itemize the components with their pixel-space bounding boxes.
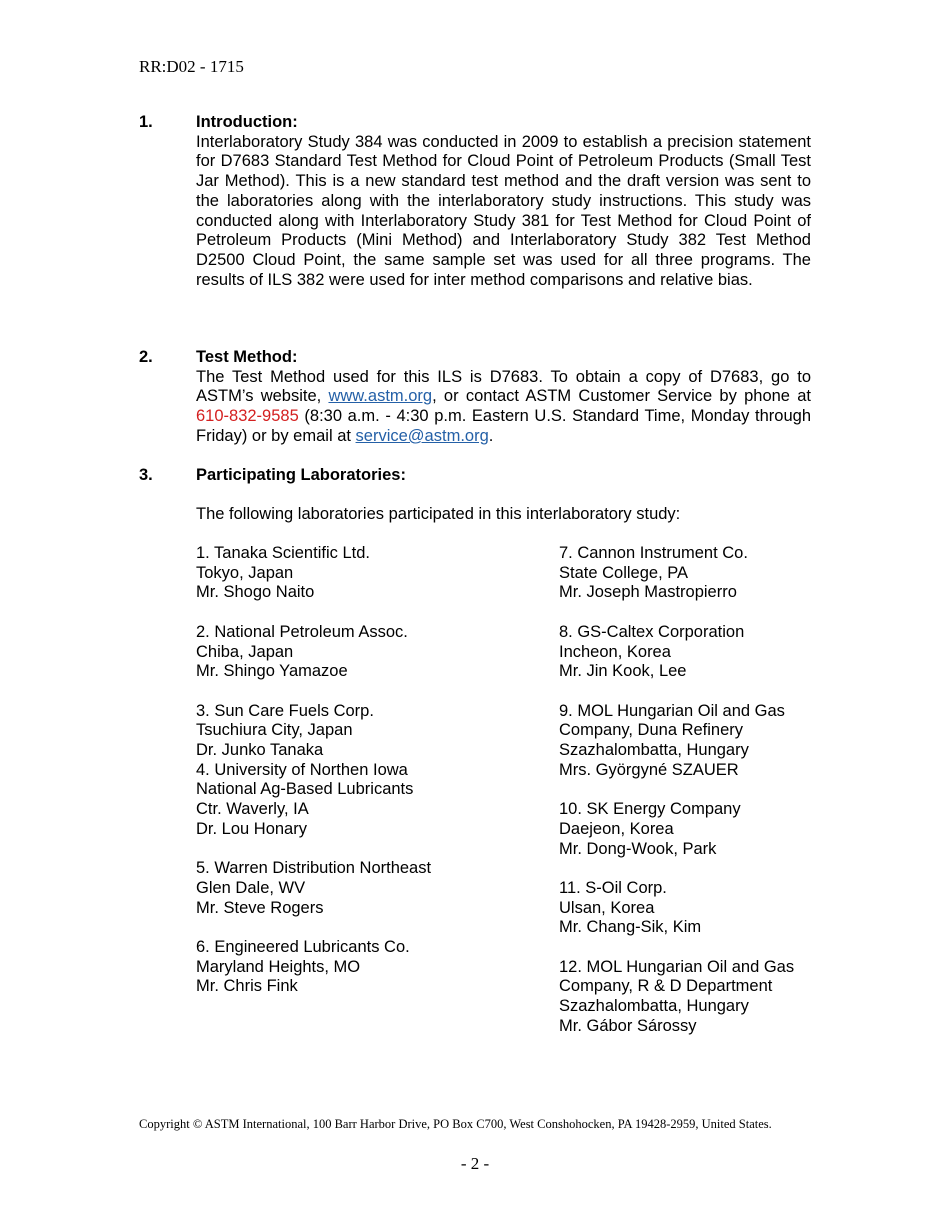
phone-number: 610-832-9585 bbox=[196, 407, 299, 426]
laboratory-name: 8. GS-Caltex Corporation bbox=[559, 622, 745, 641]
test-method-paragraph bbox=[196, 368, 811, 447]
laboratory-name: 2. National Petroleum Assoc. bbox=[196, 622, 408, 641]
labs-intro: The following laboratories participated in this interlaboratory study: bbox=[196, 505, 681, 524]
introduction-paragraph: Interlaboratory Study 384 was conducted in 2009 to establish a precision statement for D7683 Standard Test Method for Cloud Point of Petroleum Products (Small Test Jar Method). This is a new standard test method and the draft version was sent to the laboratories along with the interlaboratory study instructions. This study was conducted along with Interlaboratory Study 381 for Test Method for Cloud Point of Petroleum Products (Mini Method) and Interlaboratory Study 382 Test Method D2500 Cloud Point, the same sample set was used for all three programs. The results of ILS 382 were used for inter method comparisons and relative bias. bbox=[196, 132, 811, 289]
laboratory-entry bbox=[559, 623, 819, 682]
section-title: Participating Laboratories: bbox=[196, 466, 406, 484]
section-number: 3. bbox=[139, 466, 153, 484]
laboratory-detail: Company, Duna Refinery bbox=[559, 721, 744, 740]
laboratory-name: 7. Cannon Instrument Co. bbox=[559, 544, 748, 562]
laboratory-entry bbox=[559, 702, 819, 781]
laboratory-entry bbox=[559, 544, 819, 603]
laboratory-detail: Ulsan, Korea bbox=[559, 898, 655, 917]
laboratory-name: 3. Sun Care Fuels Corp. bbox=[196, 701, 374, 720]
laboratory-name: 4. University of Northen Iowa bbox=[196, 760, 408, 779]
laboratory-detail: Mrs. Györgyné SZAUER bbox=[559, 760, 739, 779]
laboratory-detail: Mr. Gábor Sárossy bbox=[559, 1016, 697, 1035]
laboratory-name: 9. MOL Hungarian Oil and Gas bbox=[559, 701, 785, 720]
laboratory-detail: Mr. Chris Fink bbox=[196, 977, 298, 996]
laboratory-name: 10. SK Energy Company bbox=[559, 800, 741, 819]
section-number: 1. bbox=[139, 113, 153, 131]
laboratory-detail: Tokyo, Japan bbox=[196, 563, 294, 582]
page-number: - 2 - bbox=[460, 1154, 490, 1173]
laboratory-entry bbox=[559, 800, 819, 859]
laboratory-name: 6. Engineered Lubricants Co. bbox=[196, 938, 410, 956]
section-introduction bbox=[139, 113, 811, 290]
laboratory-entry bbox=[196, 623, 536, 682]
document-id: RR:D02 - 1715 bbox=[139, 57, 244, 76]
laboratory-detail: State College, PA bbox=[559, 563, 689, 582]
laboratory-detail: Glen Dale, WV bbox=[196, 878, 306, 897]
laboratory-entry bbox=[559, 958, 819, 1037]
laboratory-name: 11. S-Oil Corp. bbox=[559, 878, 667, 897]
laboratory-entry bbox=[196, 761, 536, 840]
laboratory-name: 5. Warren Distribution Northeast bbox=[196, 859, 432, 878]
laboratory-detail: Daejeon, Korea bbox=[559, 819, 674, 838]
laboratory-entry bbox=[559, 879, 819, 938]
laboratory-column-left bbox=[196, 544, 536, 1017]
laboratory-detail: Chiba, Japan bbox=[196, 642, 294, 661]
section-test-method bbox=[139, 348, 811, 447]
laboratory-detail: Mr. Jin Kook, Lee bbox=[559, 662, 687, 681]
laboratory-detail: Szazhalombatta, Hungary bbox=[559, 741, 749, 759]
section-title: Test Method: bbox=[196, 348, 298, 366]
laboratory-detail: Dr. Lou Honary bbox=[196, 819, 307, 838]
laboratory-name: 12. MOL Hungarian Oil and Gas bbox=[559, 957, 795, 976]
laboratory-detail: Szazhalombatta, Hungary bbox=[559, 997, 749, 1016]
laboratory-entry bbox=[196, 702, 536, 761]
laboratory-detail: Mr. Shogo Naito bbox=[196, 583, 315, 602]
laboratory-detail: Mr. Chang-Sik, Kim bbox=[559, 918, 702, 937]
text-segment: , or contact ASTM Customer Service by phone at bbox=[432, 387, 811, 406]
laboratory-detail: Incheon, Korea bbox=[559, 642, 671, 661]
copyright-notice: Copyright © ASTM International, 100 Barr Harbor Drive, PO Box C700, West Conshohocken, PA 19428-2959, United States. bbox=[139, 1117, 772, 1131]
laboratory-detail: Mr. Shingo Yamazoe bbox=[196, 662, 348, 681]
email-link[interactable]: service@astm.org bbox=[355, 426, 489, 445]
laboratory-entry bbox=[196, 938, 536, 997]
laboratory-entry bbox=[196, 544, 536, 603]
astm-website-link[interactable]: www.astm.org bbox=[328, 387, 433, 406]
text-segment: The Test Method used for this ILS is D7683. To obtain a copy of D7683, go to ASTM’s website, bbox=[196, 367, 811, 406]
laboratory-name: 1. Tanaka Scientific Ltd. bbox=[196, 544, 370, 562]
laboratory-list bbox=[196, 544, 816, 1044]
laboratory-detail: Tsuchiura City, Japan bbox=[196, 721, 353, 740]
laboratory-entry bbox=[196, 859, 536, 918]
section-title: Introduction: bbox=[196, 113, 298, 131]
laboratory-column-right bbox=[559, 544, 819, 1056]
section-number: 2. bbox=[139, 348, 153, 366]
laboratory-detail: Mr. Dong-Wook, Park bbox=[559, 839, 717, 858]
laboratory-detail: Company, R & D Department bbox=[559, 977, 773, 996]
laboratory-detail: National Ag-Based Lubricants bbox=[196, 780, 414, 799]
laboratory-detail: Dr. Junko Tanaka bbox=[196, 741, 324, 759]
laboratory-detail: Maryland Heights, MO bbox=[196, 957, 361, 976]
text-segment: (8:30 a.m. - 4:30 p.m. Eastern U.S. Standard Time, Monday through Friday) or by email at bbox=[196, 407, 811, 445]
laboratory-detail: Ctr. Waverly, IA bbox=[196, 800, 309, 819]
text-segment: . bbox=[488, 426, 494, 445]
laboratory-detail: Mr. Steve Rogers bbox=[196, 898, 324, 917]
laboratory-detail: Mr. Joseph Mastropierro bbox=[559, 583, 737, 602]
section-participating-labs bbox=[139, 466, 811, 525]
